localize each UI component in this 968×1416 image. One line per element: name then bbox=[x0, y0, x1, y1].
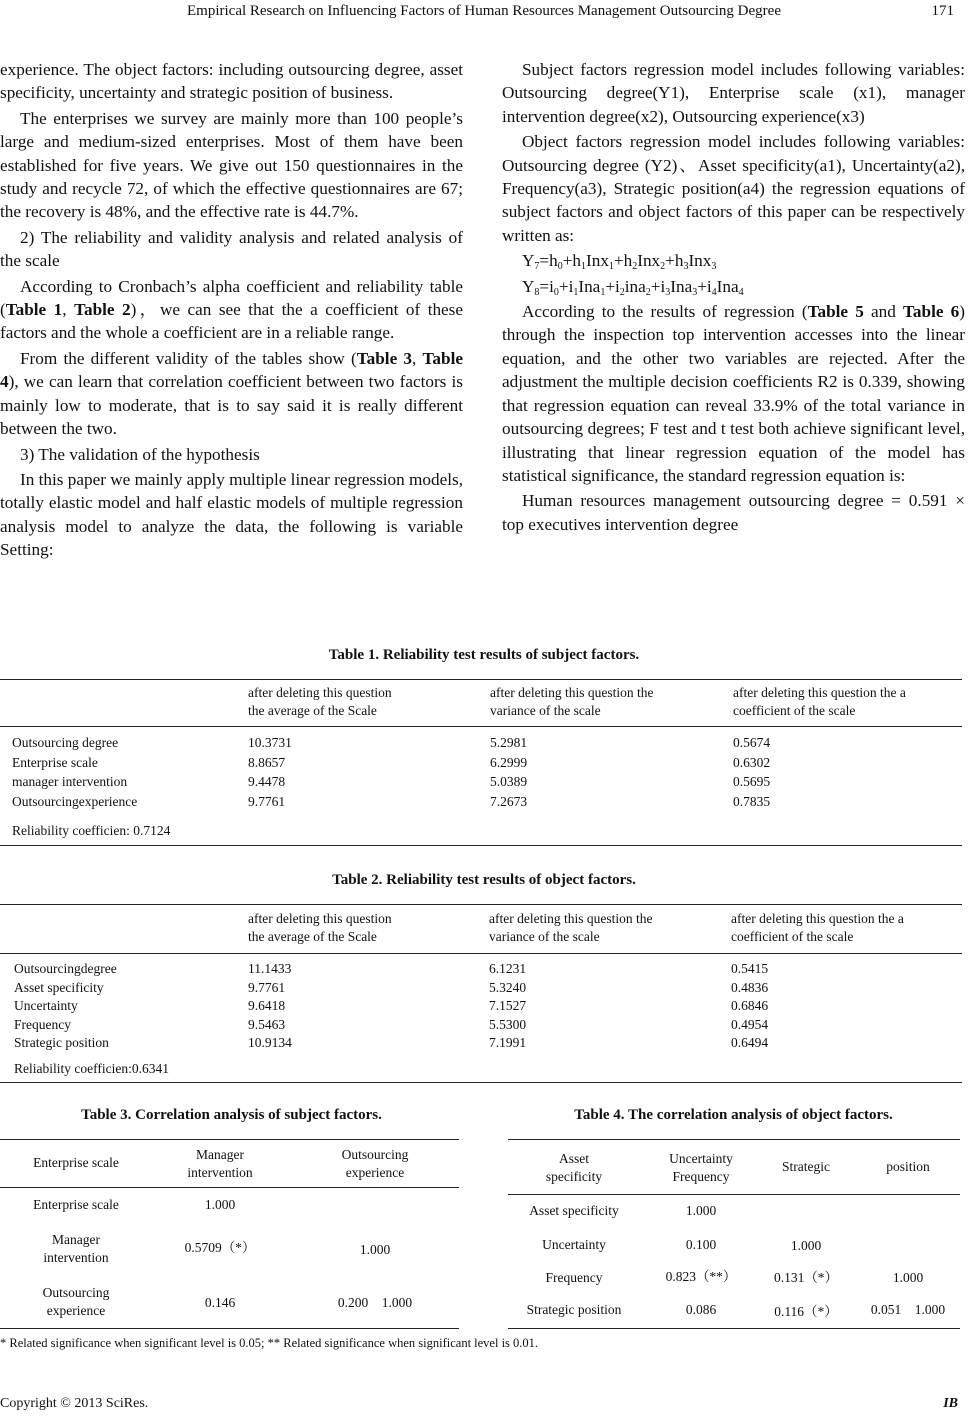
table-cell: 8.8657 bbox=[248, 754, 286, 770]
paragraph: According to the results of regression (Table 5 and Table 6) through the inspection top intervention accesses into the linear equation, and the other two variables are rejected. After the adjustment the multiple decision coefficients R2 is 0.339, showing that regression equation can reveal 33.9% of the total variance in outsourcing degrees; F test and t test both achieve significant level, illustrating that linear regression equation of the model has statistical significance, the standard regression equation is: bbox=[502, 302, 965, 485]
table1-caption: Table 1. Reliability test results of subject factors. bbox=[328, 647, 640, 663]
journal-abbrev: IB bbox=[943, 1396, 958, 1411]
table-ref: Table 1 bbox=[5, 300, 63, 320]
table3-bottom-rule bbox=[0, 1328, 459, 1329]
table-ref: Table 2 bbox=[74, 300, 131, 320]
table2-header bbox=[0, 910, 962, 950]
table3-body bbox=[0, 1196, 459, 1326]
table-cell: 6.2999 bbox=[490, 754, 528, 770]
left-text-column bbox=[0, 58, 463, 564]
table-ref: Table 3 bbox=[356, 348, 413, 368]
table1-bottom-rule bbox=[0, 845, 962, 846]
paragraph: From the different validity of the tables show (Table 3, Table 4), we can learn that correlation coefficient between two factors is mainly low to moderate, that is to say said it is really different between the two. bbox=[0, 348, 463, 439]
table4-top-rule bbox=[508, 1139, 960, 1140]
table4-header bbox=[508, 1150, 960, 1190]
table1-body bbox=[0, 734, 962, 814]
table-cell: 0.5709（*） bbox=[184, 1240, 256, 1255]
table1-col-header: after deleting this question the average of the Scale bbox=[248, 685, 392, 718]
paragraph: Subject factors regression model includes following variables: Outsourcing degree(Y1), Enterprise scale (x1), manager intervention degree(x2), Outsourcing experience(x3) bbox=[502, 60, 965, 126]
table4-bottom-rule bbox=[508, 1328, 960, 1329]
table-cell: 1.000 bbox=[892, 1270, 924, 1285]
paragraph: Human resources management outsourcing degree = 0.591 × top executives intervention degree bbox=[502, 491, 965, 534]
table4-col-header: position bbox=[886, 1159, 930, 1174]
table-cell: 0.5415 bbox=[731, 961, 769, 976]
table-cell: Enterprise scale bbox=[12, 754, 98, 770]
table-cell: 0.200 1.000 bbox=[337, 1295, 413, 1310]
copyright: Copyright © 2013 SciRes. bbox=[0, 1396, 149, 1411]
table3-col-header: Manager intervention bbox=[187, 1147, 253, 1180]
right-text-column bbox=[502, 58, 965, 538]
table1-reliability: Reliability coefficien: 0.7124 bbox=[12, 823, 171, 838]
table-cell: 10.9134 bbox=[248, 1035, 292, 1050]
table-cell: 1.000 bbox=[359, 1242, 391, 1257]
table-cell: 6.1231 bbox=[489, 961, 527, 976]
table4-col-header: Asset specificity bbox=[545, 1151, 603, 1184]
table2-bottom-rule bbox=[0, 1082, 962, 1083]
table-cell: 9.4478 bbox=[248, 774, 286, 789]
table-cell: 0.100 bbox=[685, 1237, 717, 1252]
table-cell: 5.5300 bbox=[489, 1016, 527, 1032]
table3-top-rule bbox=[0, 1139, 459, 1140]
table2-col-header: after deleting this question the variance of the scale bbox=[489, 911, 653, 944]
table-cell: Enterprise scale bbox=[33, 1197, 119, 1212]
table1-top-rule bbox=[0, 679, 962, 680]
table-cell: Outsourcing degree bbox=[12, 735, 119, 750]
table-cell: 0.5674 bbox=[733, 735, 771, 750]
table1-col-header: after deleting this question the variance of the scale bbox=[490, 685, 654, 718]
table-cell: Uncertainty bbox=[14, 998, 78, 1013]
table-cell: Asset specificity bbox=[14, 979, 104, 995]
equation-2: $Y_8=i_0+i_1Ina_1+i_2ina_2+i_3Ina_3+i_4Ina_4$ bbox=[522, 276, 744, 298]
table-cell: 9.7761 bbox=[248, 793, 286, 809]
table-cell: Strategic position bbox=[14, 1035, 109, 1050]
table-cell: 7.1991 bbox=[489, 1035, 527, 1050]
table-cell: 9.6418 bbox=[248, 998, 286, 1013]
table2-col-header: after deleting this question the average of the Scale bbox=[248, 911, 392, 944]
table-cell: 0.086 bbox=[685, 1302, 717, 1317]
table2-reliability: Reliability coefficien:0.6341 bbox=[14, 1061, 169, 1076]
table-cell: 0.4836 bbox=[731, 979, 769, 995]
table-cell: 7.1527 bbox=[489, 998, 527, 1013]
table-cell: 11.1433 bbox=[248, 961, 292, 976]
paragraph: According to Cronbach’s alpha coefficient and reliability table (Table 1, Table 2)，we can see that the a coefficient of these factors and the whole a coefficient are in a reliable range. bbox=[0, 276, 464, 343]
table4-caption: Table 4. The correlation analysis of object factors. bbox=[574, 1107, 893, 1123]
table-footnote: * Related significance when significant level is 0.05; ** Related significance when significant level is 0.01. bbox=[0, 1336, 539, 1350]
table-cell: manager intervention bbox=[12, 774, 128, 789]
table-cell: 0.823（**） bbox=[665, 1269, 737, 1284]
section-heading: 3) The validation of the hypothesis bbox=[20, 444, 260, 464]
table1-col-header: after deleting this question the a coefficient of the scale bbox=[733, 685, 906, 718]
paragraph: In this paper we mainly apply multiple linear regression models, totally elastic model and half elastic models of multiple regression analysis model to analyze the data, the following is variable Setting: bbox=[0, 469, 463, 560]
table-cell: 0.131（*） bbox=[773, 1270, 839, 1285]
table3-col-header: Outsourcing experience bbox=[341, 1147, 409, 1180]
table-cell: 0.5695 bbox=[733, 774, 771, 789]
table-cell: 0.7835 bbox=[733, 793, 771, 809]
table3-mid-rule bbox=[0, 1187, 459, 1188]
table-cell: 1.000 bbox=[790, 1238, 822, 1253]
table-cell: 10.3731 bbox=[248, 735, 292, 750]
paragraph: experience. The object factors: including outsourcing degree, asset specificity, uncertainty and strategic position of business. bbox=[0, 60, 463, 103]
table-cell: 1.000 bbox=[685, 1203, 717, 1218]
table-cell: 0.6494 bbox=[731, 1035, 769, 1050]
page-number: 171 bbox=[931, 3, 954, 19]
table-cell: Manager intervention bbox=[43, 1232, 109, 1265]
table-cell: 0.146 bbox=[204, 1295, 236, 1310]
table-cell: 5.2981 bbox=[490, 735, 528, 750]
table-cell: 0.116（*） bbox=[774, 1304, 838, 1319]
table2-col-header: after deleting this question the a coefficient of the scale bbox=[731, 911, 904, 944]
table-cell: Outsourcingdegree bbox=[14, 961, 117, 976]
table-cell: Frequency bbox=[545, 1270, 603, 1285]
table-cell: Outsourcingexperience bbox=[12, 793, 138, 809]
table-cell: 9.7761 bbox=[248, 979, 286, 995]
table1-header bbox=[0, 684, 962, 724]
table4-mid-rule bbox=[508, 1194, 960, 1195]
table4-body bbox=[508, 1202, 960, 1327]
table-cell: 1.000 bbox=[204, 1197, 236, 1212]
table-cell: 9.5463 bbox=[248, 1016, 286, 1032]
section-heading: 2) The reliability and validity analysis and related analysis of the scale bbox=[0, 227, 463, 271]
table-cell: 5.0389 bbox=[490, 774, 528, 789]
table-cell: Asset specificity bbox=[529, 1203, 619, 1218]
table-cell: 0.051 1.000 bbox=[870, 1302, 946, 1317]
table4-col-header: Strategic bbox=[782, 1159, 830, 1174]
table2-caption: Table 2. Reliability test results of object factors. bbox=[332, 872, 636, 888]
paragraph: Object factors regression model includes following variables: Outsourcing degree (Y2)、Asset specificity(a1), Uncertainty(a2), Frequency(a3), Strategic position(a4) the regression equations of subject factors and object factors of this paper can be respectively written as: bbox=[502, 132, 965, 245]
equation-1: $Y_7=h_0+h_1Inx_1+h_2Inx_2+h_3Inx_3$ bbox=[522, 251, 717, 273]
table3-caption: Table 3. Correlation analysis of subject factors. bbox=[81, 1107, 382, 1123]
table3-header bbox=[0, 1146, 459, 1186]
table3-col-header: Enterprise scale bbox=[33, 1155, 119, 1170]
table-cell: 7.2673 bbox=[490, 793, 528, 809]
table-ref: Table 4 bbox=[0, 348, 463, 392]
table-cell: Outsourcing experience bbox=[42, 1285, 110, 1318]
running-header-title: Empirical Research on Influencing Factors of Human Resources Management Outsourcing Degree bbox=[187, 3, 781, 19]
table-cell: Uncertainty bbox=[542, 1237, 606, 1252]
table-cell: Strategic position bbox=[526, 1302, 622, 1317]
table2-mid-rule bbox=[0, 953, 962, 954]
table-cell: 0.4954 bbox=[731, 1016, 769, 1032]
table4-col-header: Uncertainty Frequency bbox=[669, 1151, 733, 1184]
table-ref: Table 5 bbox=[807, 302, 864, 322]
table-cell: 0.6846 bbox=[731, 998, 769, 1013]
table-cell: 5.3240 bbox=[489, 979, 527, 995]
table2-top-rule bbox=[0, 904, 962, 905]
table1-mid-rule bbox=[0, 726, 962, 727]
table2-body bbox=[0, 960, 962, 1055]
table-cell: 0.6302 bbox=[733, 754, 771, 770]
table-ref: Table 6 bbox=[903, 302, 960, 322]
paragraph: The enterprises we survey are mainly more than 100 people’s large and medium-sized enterprises. Most of them have been established for five years. We give out 150 questionnaires in the study and recycle 72, of which the effective questionnaires are 67; the recovery is 48%, and the effective rate is 44.7%. bbox=[0, 108, 463, 222]
table-cell: Frequency bbox=[14, 1016, 71, 1032]
